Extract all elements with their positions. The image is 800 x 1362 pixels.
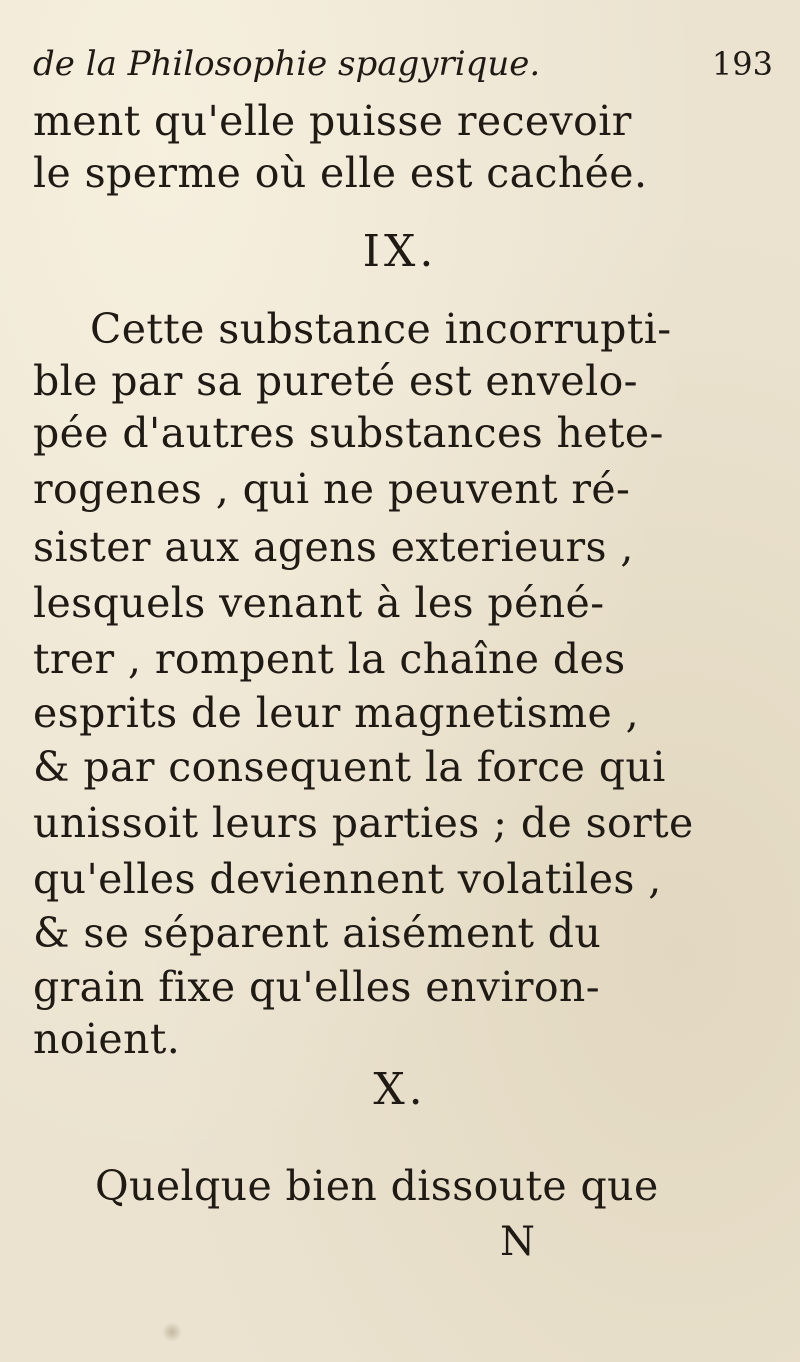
text-line: pée d'autres substances hete-: [33, 409, 664, 457]
text-line: & se séparent aisément du: [33, 909, 602, 957]
text-line: trer , rompent la chaîne des: [33, 635, 626, 683]
text-line: lesquels venant à les péné-: [33, 579, 605, 627]
section-heading-x: X.: [373, 1064, 427, 1115]
text-line: ble par sa pureté est envelo-: [33, 357, 638, 405]
section-heading-ix: IX.: [362, 226, 438, 277]
text-line: grain fixe qu'elles environ-: [33, 963, 600, 1011]
text-line: esprits de leur magnetisme ,: [33, 689, 640, 737]
text-line: & par consequent la force qui: [33, 743, 666, 791]
text-line: ment qu'elle puisse recevoir: [33, 97, 632, 145]
text-line: sister aux agens exterieurs ,: [33, 523, 634, 571]
text-line: noient.: [33, 1015, 181, 1063]
text-line: le sperme où elle est cachée.: [33, 149, 648, 197]
text-line: rogenes , qui ne peuvent ré-: [33, 465, 631, 513]
text-line: qu'elles deviennent volatiles ,: [33, 855, 662, 903]
page-number: 193: [711, 45, 773, 83]
text-line: unissoit leurs parties ; de sorte: [33, 799, 694, 847]
running-title: de la Philosophie spagyrique.: [33, 44, 541, 84]
signature-mark: N: [500, 1219, 535, 1265]
text-line: Cette substance incorrupti-: [90, 305, 672, 353]
text-line: Quelque bien dissoute que: [95, 1162, 659, 1210]
running-header: [33, 40, 773, 96]
